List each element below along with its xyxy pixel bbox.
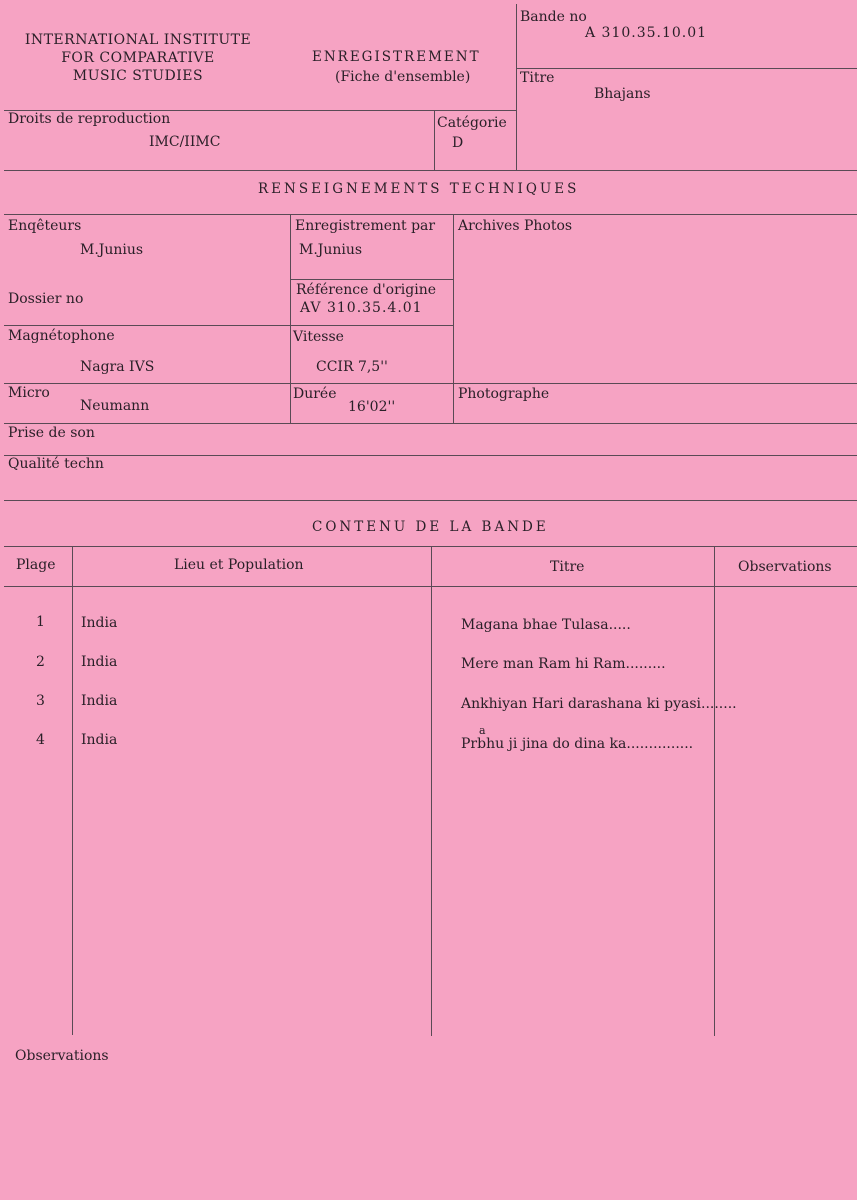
row-lieu: India <box>81 615 118 631</box>
enqueteurs-label: Enqêteurs <box>8 218 82 234</box>
technique-section-title: RENSEIGNEMENTS TECHNIQUES <box>258 181 580 197</box>
titre-label: Titre <box>520 70 555 86</box>
row-titre: Prbhu ji jina do dina ka............... <box>461 736 694 752</box>
column-plage: Plage <box>16 557 56 573</box>
row-lieu: India <box>81 693 118 709</box>
enregistrement-par-value: M.Junius <box>299 242 363 258</box>
institute-line3: MUSIC STUDIES <box>72 68 204 84</box>
magnetophone-label: Magnétophone <box>8 328 115 344</box>
row-plage: 4 <box>36 732 45 748</box>
duree-label: Durée <box>293 386 337 402</box>
row-titre: Mere man Ram hi Ram......... <box>461 656 666 672</box>
enqueteurs-value: M.Junius <box>80 242 144 258</box>
categorie-value: D <box>452 135 464 151</box>
column-titre: Titre <box>550 559 585 575</box>
bande-value: A 310.35.10.01 <box>585 25 708 41</box>
magnetophone-value: Nagra IVS <box>80 359 155 375</box>
archives-photos-label: Archives Photos <box>458 218 573 234</box>
contenu-section-title: CONTENU DE LA BANDE <box>312 519 549 535</box>
row-plage: 1 <box>36 614 45 630</box>
form-title: ENREGISTREMENT <box>312 49 481 65</box>
prise-de-son-label: Prise de son <box>8 425 95 441</box>
bande-label: Bande no <box>520 9 587 25</box>
qualite-label: Qualité techn <box>8 456 104 472</box>
vitesse-label: Vitesse <box>293 329 344 345</box>
row-plage: 3 <box>36 693 45 709</box>
observations-label: Observations <box>15 1048 109 1064</box>
row-lieu: India <box>81 732 118 748</box>
row-titre: Magana bhae Tulasa..... <box>461 617 631 633</box>
form-subtitle: (Fiche d'ensemble) <box>335 69 471 85</box>
reference-label: Référence d'origine <box>296 282 437 298</box>
reference-value: AV 310.35.4.01 <box>300 300 423 316</box>
duree-value: 16'02'' <box>348 399 396 415</box>
droits-value: IMC/IIMC <box>149 134 221 150</box>
droits-label: Droits de reproduction <box>8 111 171 127</box>
handwritten-correction-mark: a <box>479 724 486 737</box>
institute-line2: FOR COMPARATIVE <box>61 50 215 66</box>
institute-line1: INTERNATIONAL INSTITUTE <box>24 32 252 48</box>
row-lieu: India <box>81 654 118 670</box>
photographe-label: Photographe <box>458 386 550 402</box>
enregistrement-par-label: Enregistrement par <box>295 218 436 234</box>
row-titre: Ankhiyan Hari darashana ki pyasi........ <box>461 696 737 712</box>
titre-value: Bhajans <box>594 86 651 102</box>
column-lieu: Lieu et Population <box>174 557 304 573</box>
column-observations: Observations <box>738 559 832 575</box>
vitesse-value: CCIR 7,5'' <box>316 359 388 375</box>
categorie-label: Catégorie <box>437 115 507 131</box>
micro-label: Micro <box>8 385 50 401</box>
row-plage: 2 <box>36 654 45 670</box>
dossier-label: Dossier no <box>8 291 84 307</box>
institute-name <box>8 31 268 85</box>
micro-value: Neumann <box>80 398 150 414</box>
